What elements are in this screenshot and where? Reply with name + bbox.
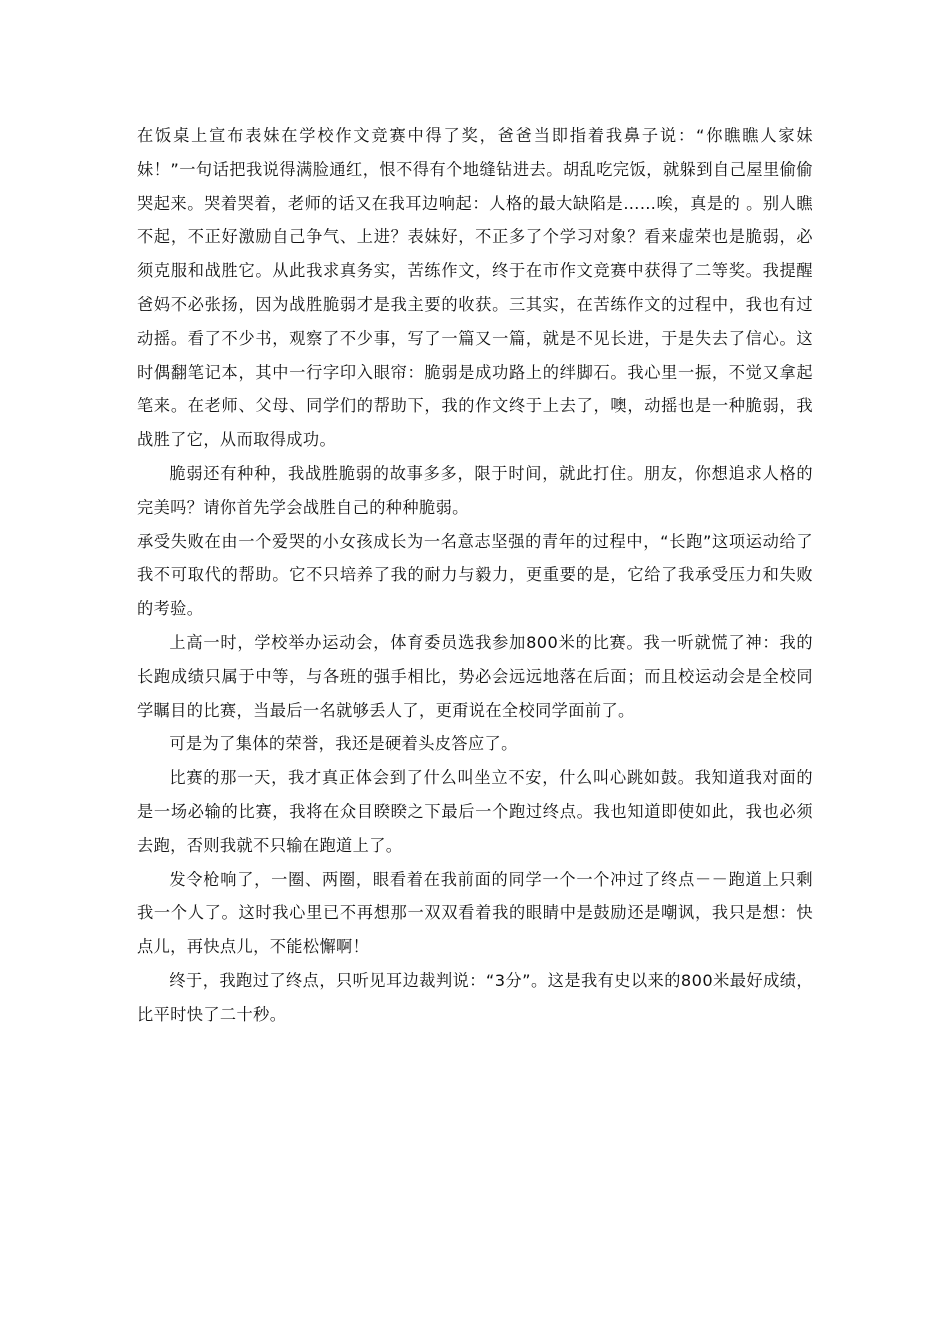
paragraph-4: 上高一时，学校举办运动会，体育委员选我参加800米的比赛。我一听就慌了神：我的长跑成绩只属于中等，与各班的强手相比，势必会远远地落在后面；而且校运动会是全校同学瞩目的比赛，当最后一名就够丢人了，更甭说在全校同学面前了。 [137, 632, 813, 720]
paragraph-3: 承受失败在由一个爱哭的小女孩成长为一名意志坚强的青年的过程中，“长跑”这项运动给了我不可取代的帮助。它不只培养了我的耐力与毅力，更重要的是，它给了我承受压力和失败的考验。 [137, 531, 813, 619]
paragraph-5: 可是为了集体的荣誉，我还是硬着头皮答应了。 [169, 734, 518, 754]
paragraph-8: 终于，我跑过了终点，只听见耳边裁判说：“3分”。这是我有史以来的800米最好成绩，比平时快了二十秒。 [137, 970, 813, 1024]
paragraph-7: 发令枪响了，一圈、两圈，眼看着在我前面的同学一个一个冲过了终点－－跑道上只剩我一个人了。这时我心里已不再想那一双双看着我的眼睛中是鼓励还是嘲讽，我只是想：快点儿，再快点儿，不能松懈啊！ [137, 869, 813, 957]
paragraph-2: 脆弱还有种种，我战胜脆弱的故事多多，限于时间，就此打住。朋友，你想追求人格的完美吗？请你首先学会战胜自己的种种脆弱。 [137, 463, 813, 517]
paragraph-1: 在饭桌上宣布表妹在学校作文竞赛中得了奖，爸爸当即指着我鼻子说：“你瞧瞧人家妹妹！”一句话把我说得满脸通红，恨不得有个地缝钻进去。胡乱吃完饭，就躲到自己屋里偷偷哭起来。哭着哭着，老师的话又在我耳边响起：人格的最大缺陷是……唉，真是的 。别人瞧不起，不正好激励自己争气、上进？表妹好，不正多了个学习对象？看来虚荣也是脆弱，必须克服和战胜它。从此我求真务实，苦练作文，终于在市作文竞赛中获得了二等奖。我提醒爸妈不必张扬，因为战胜脆弱才是我主要的收获。三其实，在苦练作文的过程中，我也有过动摇。看了不少书，观察了不少事，写了一篇又一篇，就是不见长进，于是失去了信心。这时偶翻笔记本，其中一行字印入眼帘：脆弱是成功路上的绊脚石。我心里一振，不觉又拿起笔来。在老师、父母、同学们的帮助下，我的作文终于上去了，噢，动摇也是一种脆弱，我战胜了它，从而取得成功。 [137, 126, 813, 450]
document-body [137, 119, 813, 1032]
paragraph-6: 比赛的那一天，我才真正体会到了什么叫坐立不安，什么叫心跳如鼓。我知道我对面的是一场必输的比赛，我将在众目睽睽之下最后一个跑过终点。我也知道即使如此，我也必须去跑，否则我就不只输在跑道上了。 [137, 768, 813, 855]
